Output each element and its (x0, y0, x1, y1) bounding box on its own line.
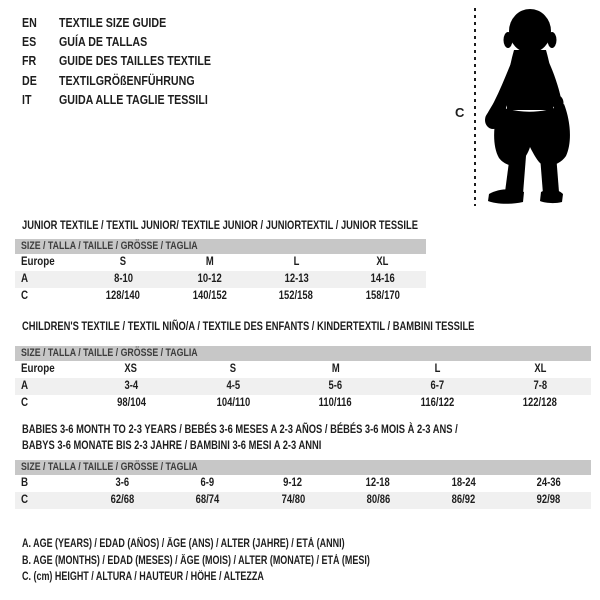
cell: 18-24 (451, 477, 476, 489)
cell: 4-5 (226, 380, 241, 392)
cell: 152/158 (279, 290, 314, 302)
lang-label: TEXTILE SIZE GUIDE (59, 15, 167, 30)
cell: 122/128 (522, 397, 557, 409)
cell: 158/170 (365, 290, 400, 302)
height-dashed-line (474, 8, 476, 206)
babies-title-line1: BABIES 3-6 MONTH TO 2-3 YEARS / BEBÉS 3-6 MESES A 2-3 AÑOS / BÉBÉS 3-6 MOIS À 2-3 ANS / (22, 422, 458, 436)
junior-table-body (15, 254, 426, 305)
table-row-age (15, 378, 591, 395)
cell: XL (376, 256, 389, 268)
cell: 10-12 (197, 273, 222, 285)
table-row-height (15, 288, 426, 305)
cell: 116/122 (420, 397, 455, 409)
cell: 74/80 (281, 494, 305, 506)
lang-label: GUÍA DE TALLAS (59, 34, 148, 50)
toddler-silhouette-icon (482, 6, 576, 208)
cell: 110/116 (318, 397, 353, 409)
lang-label: GUIDE DES TAILLES TEXTILE (59, 53, 212, 69)
size-table-header: SIZE / TALLA / TAILLE / GRÖSSE / TAGLIA (15, 460, 591, 475)
junior-size-table (15, 239, 426, 305)
cell: 92/98 (536, 494, 561, 506)
lang-row-fr (22, 51, 244, 70)
lang-code: EN (22, 15, 37, 30)
cell: 62/68 (110, 494, 135, 506)
lang-row-de (22, 71, 244, 90)
row-label: C (21, 494, 29, 506)
language-guide (22, 13, 244, 109)
cell: 68/74 (195, 494, 220, 506)
footnotes (22, 536, 468, 586)
children-table-body (15, 361, 591, 412)
cell: 80/86 (366, 494, 390, 506)
cell: XS (124, 363, 138, 375)
cell: 6-9 (200, 477, 215, 489)
cell: M (205, 256, 214, 268)
size-table-header: SIZE / TALLA / TAILLE / GRÖSSE / TAGLIA (15, 239, 426, 254)
table-row-age (15, 271, 426, 288)
cell: 5-6 (328, 380, 343, 392)
cell: 6-7 (430, 380, 445, 392)
lang-code: DE (22, 72, 37, 88)
lang-label: TEXTILGRÖßENFÜHRUNG (59, 72, 195, 88)
lang-code: IT (22, 91, 32, 107)
cell: 12-13 (284, 273, 309, 285)
lang-row-it (22, 90, 244, 109)
lang-label: GUIDA ALLE TAGLIE TESSILI (59, 91, 208, 107)
table-row-europe (15, 361, 591, 378)
row-label: B (21, 477, 29, 489)
row-label: Europe (21, 363, 55, 375)
lang-code: FR (22, 53, 37, 69)
junior-table-title: JUNIOR TEXTILE / TEXTIL JUNIOR/ TEXTILE JUNIOR / JUNIORTEXTIL / JUNIOR TESSILE (22, 218, 418, 232)
row-label: A (21, 380, 29, 392)
table-row-age-months (15, 475, 591, 492)
row-label: Europe (21, 256, 55, 268)
cell: 14-16 (370, 273, 395, 285)
cell: 3-6 (115, 477, 130, 489)
cell: 104/110 (216, 397, 251, 409)
babies-table-title (22, 421, 581, 453)
cell: XL (533, 363, 546, 375)
children-table-title: CHILDREN'S TEXTILE / TEXTIL NIÑO/A / TEXTILE DES ENFANTS / KINDERTEXTIL / BAMBINI TESSILE (22, 319, 475, 333)
footnote-b: B. AGE (MONTHS) / EDAD (MESES) / ÂGE (MOIS) / ALTER (MONATE) / ETÀ (MESI) (22, 554, 370, 567)
cell: 128/140 (106, 290, 141, 302)
footnote-c: C. (cm) HEIGHT / ALTURA / HAUTEUR / HÖHE / ALTEZZA (22, 571, 264, 583)
children-size-table (15, 346, 591, 412)
row-label: C (21, 397, 29, 409)
cell: S (120, 256, 127, 268)
lang-row-en (22, 13, 244, 32)
table-row-height (15, 492, 591, 509)
cell: 24-36 (536, 477, 561, 489)
cell: 12-18 (366, 477, 391, 489)
cell: S (230, 363, 237, 375)
cell: 98/104 (116, 397, 146, 409)
table-row-europe (15, 254, 426, 271)
row-label: C (21, 290, 29, 302)
cell: 3-4 (124, 380, 138, 392)
footnote-a: A. AGE (YEARS) / EDAD (AÑOS) / ÂGE (ANS) / ALTER (JAHRE) / ETÀ (ANNI) (22, 538, 345, 550)
cell: 9-12 (283, 477, 303, 489)
babies-table-body (15, 475, 591, 509)
lang-code: ES (22, 34, 37, 50)
babies-title-line2: BABYS 3-6 MONATE BIS 2-3 JAHRE / BAMBINI 3-6 MESI A 2-3 ANNI (22, 438, 322, 452)
cell: 8-10 (113, 273, 133, 285)
lang-row-es (22, 32, 244, 51)
size-table-header: SIZE / TALLA / TAILLE / GRÖSSE / TAGLIA (15, 346, 591, 361)
row-label: A (21, 273, 29, 285)
cell: L (434, 363, 441, 375)
cell: L (293, 256, 300, 268)
cell: 86/92 (451, 494, 476, 506)
cell: 140/152 (192, 290, 227, 302)
cell: 7-8 (533, 380, 547, 392)
babies-size-table (15, 460, 591, 509)
height-measure-label: C (455, 105, 465, 120)
cell: M (331, 363, 340, 375)
table-row-height (15, 395, 591, 412)
